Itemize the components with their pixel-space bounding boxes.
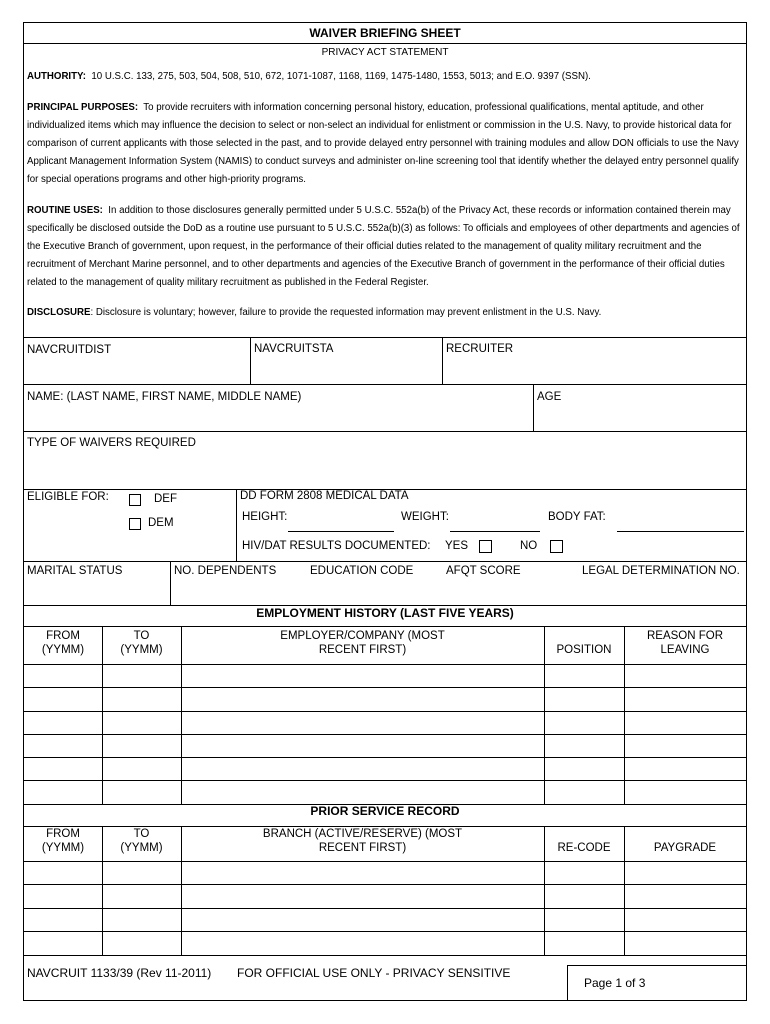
- disclosure-label: DISCLOSURE: [27, 307, 91, 318]
- emp-employer-header: [181, 629, 544, 657]
- routine-label: ROUTINE USES:: [27, 205, 103, 216]
- emp-reason-header: [624, 629, 746, 657]
- fouo-notice: FOR OFFICIAL USE ONLY - PRIVACY SENSITIVE: [237, 966, 511, 980]
- divider: [181, 826, 182, 955]
- table-row: [24, 780, 746, 781]
- age-label: AGE: [537, 391, 562, 403]
- privacy-heading: PRIVACY ACT STATEMENT: [321, 47, 449, 58]
- yes-label: YES: [445, 540, 469, 552]
- emp-from-line1: FROM: [46, 630, 80, 642]
- recruiter-label: RECRUITER: [446, 343, 514, 355]
- def-label: DEF: [154, 493, 177, 505]
- divider: [250, 337, 251, 384]
- weight-label: WEIGHT:: [401, 511, 449, 523]
- divider: [24, 43, 746, 44]
- routine-paragraph: [24, 202, 746, 292]
- divider: [544, 826, 545, 955]
- waivers-label: TYPE OF WAIVERS REQUIRED: [27, 437, 196, 449]
- divider: [102, 826, 103, 955]
- table-row: [24, 908, 746, 909]
- divider: [24, 337, 746, 338]
- divider: [567, 965, 746, 966]
- prior-from-line1: FROM: [46, 828, 80, 840]
- eligible-label: ELIGIBLE FOR:: [27, 491, 109, 503]
- divider: [24, 431, 746, 432]
- divider: [102, 626, 103, 804]
- disclosure-text: : Disclosure is voluntary; however, failure to provide the requested information may prevent enlistment in the U.S. Navy.: [90, 307, 602, 318]
- table-row: [24, 757, 746, 758]
- routine-text: In addition to those disclosures generally permitted under 5 U.S.C. 552a(b) of the Privacy Act, these records or information contained therein may specifically be disclosed outside the DoD as a routine use pursuant to 5 U.S.C. 552a(b)(3) as follows: To officials and employees of other departments and agencies of the Executive Branch of government, upon request, in the performance of their official duties related to the management of quality military recruitment and the recruitment of Merchant Marine personnel, and to other departments and agencies of the Executive Branch of government in the performance of their official duties related to the management of quality military recruitment as published in the Federal Register.: [27, 205, 740, 288]
- authority-text: 10 U.S.C. 133, 275, 503, 504, 508, 510, 672, 1071-1087, 1168, 1169, 1475-1480, 1553, 5013; and E.O. 9397 (SSN).: [91, 71, 591, 82]
- body-fat-label: BODY FAT:: [548, 511, 606, 523]
- prior-heading: PRIOR SERVICE RECORD: [310, 804, 460, 818]
- divider: [544, 626, 545, 804]
- authority-label: AUTHORITY:: [27, 71, 87, 82]
- hiv-yes-checkbox[interactable]: [479, 540, 492, 553]
- table-row: [24, 734, 746, 735]
- divider: [24, 955, 746, 956]
- emp-employer-line1: EMPLOYER/COMPANY (MOST: [280, 630, 445, 642]
- table-row: [24, 931, 746, 932]
- table-row: [24, 861, 746, 862]
- prior-from-line2: (YYMM): [41, 842, 85, 854]
- emp-position-header: POSITION: [556, 644, 612, 656]
- prior-branch-header: [181, 827, 544, 855]
- emp-from-header: [24, 629, 102, 657]
- prior-branch-line1: BRANCH (ACTIVE/RESERVE) (MOST: [262, 828, 463, 840]
- prior-to-line2: (YYMM): [120, 842, 163, 854]
- purposes-label: PRINCIPAL PURPOSES:: [27, 102, 139, 113]
- emp-to-line2: (YYMM): [120, 644, 163, 656]
- purposes-paragraph: [24, 99, 746, 189]
- form-title: WAIVER BRIEFING SHEET: [309, 26, 461, 40]
- dem-checkbox[interactable]: [129, 518, 141, 530]
- page-number: Page 1 of 3: [584, 976, 646, 990]
- divider: [236, 489, 237, 561]
- prior-paygrade-header: PAYGRADE: [653, 842, 717, 854]
- prior-branch-line2: RECENT FIRST): [318, 842, 407, 854]
- hiv-label: HIV/DAT RESULTS DOCUMENTED:: [242, 540, 431, 552]
- height-field[interactable]: [288, 531, 394, 532]
- disclosure-paragraph: [24, 304, 746, 322]
- navcruitsta-label: NAVCRUITSTA: [254, 343, 334, 355]
- emp-from-line2: (YYMM): [41, 644, 85, 656]
- weight-field[interactable]: [450, 531, 540, 532]
- dd-form-label: DD FORM 2808 MEDICAL DATA: [240, 490, 409, 502]
- divider: [170, 561, 171, 605]
- prior-recode-header: RE-CODE: [557, 842, 611, 854]
- divider: [624, 826, 625, 955]
- table-row: [24, 664, 746, 665]
- emp-employer-line2: RECENT FIRST): [318, 644, 407, 656]
- employment-heading: EMPLOYMENT HISTORY (LAST FIVE YEARS): [256, 606, 514, 620]
- prior-from-header: [24, 827, 102, 855]
- hiv-no-checkbox[interactable]: [550, 540, 563, 553]
- divider: [567, 965, 568, 1001]
- name-label: NAME: (LAST NAME, FIRST NAME, MIDDLE NAME): [27, 391, 302, 403]
- divider: [181, 626, 182, 804]
- emp-reason-line1: REASON FOR: [646, 630, 724, 642]
- emp-to-header: [102, 629, 181, 657]
- dem-label: DEM: [148, 517, 174, 529]
- prior-to-line1: TO: [133, 828, 150, 840]
- divider: [533, 384, 534, 431]
- prior-to-header: [102, 827, 181, 855]
- legal-label: LEGAL DETERMINATION NO.: [582, 565, 740, 577]
- divider: [24, 561, 746, 562]
- table-row: [24, 687, 746, 688]
- emp-to-line1: TO: [133, 630, 150, 642]
- divider: [24, 384, 746, 385]
- navcruitdist-label: NAVCRUITDIST: [27, 344, 112, 356]
- divider: [24, 626, 746, 627]
- no-label: NO: [520, 540, 538, 552]
- afqt-label: AFQT SCORE: [446, 565, 521, 577]
- table-row: [24, 884, 746, 885]
- form-number: NAVCRUIT 1133/39 (Rev 11-2011): [27, 966, 212, 980]
- table-row: [24, 711, 746, 712]
- education-label: EDUCATION CODE: [310, 565, 414, 577]
- dependents-label: NO. DEPENDENTS: [174, 565, 277, 577]
- emp-reason-line2: LEAVING: [660, 644, 710, 656]
- divider: [624, 626, 625, 804]
- def-checkbox[interactable]: [129, 494, 141, 506]
- purposes-text: To provide recruiters with information concerning personal history, education, professional qualifications, mental aptitude, and other individualized items which may influence the decision to select or non-select an individual for enlistment or commission in the U.S. Navy, to provide historical data for comparison of current applicants with those selected in the past, and to provide delayed entry personnel with training modules and allow DON officials to use the Navy Applicant Management Information System (NAMIS) to conduct surveys and administer on-line screening tool that identify whether the delayed entry personnel qualify for special operations programs and other high-priority programs.: [27, 102, 739, 185]
- body-fat-field[interactable]: [617, 531, 744, 532]
- divider: [442, 337, 443, 384]
- authority-paragraph: [24, 68, 746, 86]
- marital-label: MARITAL STATUS: [27, 565, 123, 577]
- height-label: HEIGHT:: [242, 511, 288, 523]
- form-frame: [23, 22, 747, 1001]
